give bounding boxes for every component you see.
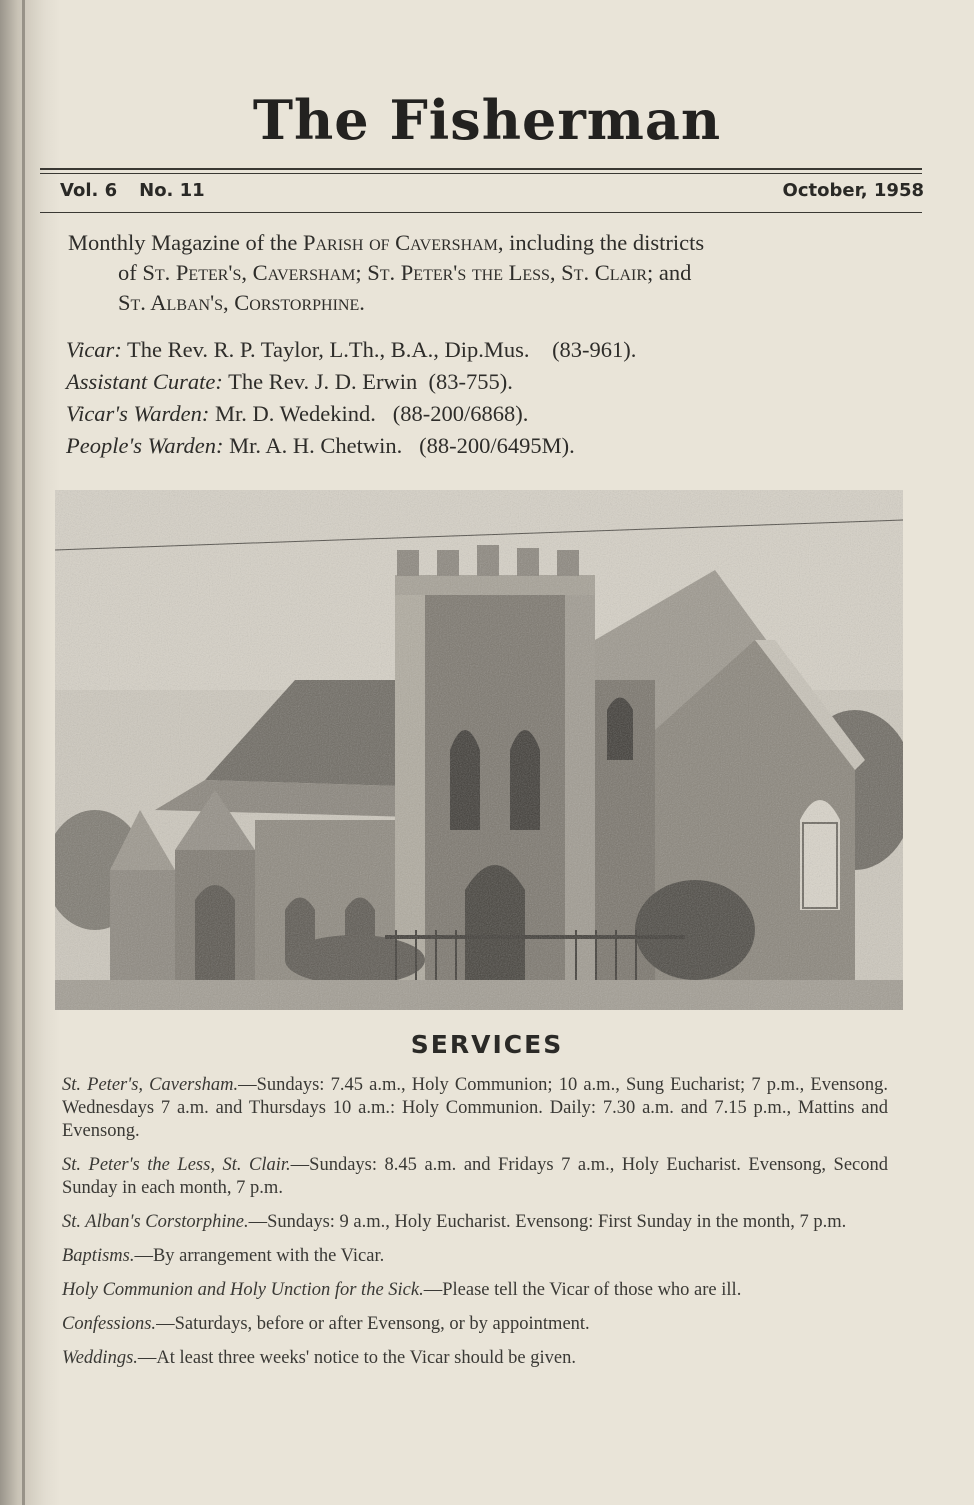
staff-person: Mr. D. Wedekind.	[209, 401, 376, 426]
service-item	[62, 1279, 888, 1302]
service-details: —Sundays: 9 a.m., Holy Eucharist. Evensong: First Sunday in the month, 7 p.m.	[248, 1212, 847, 1232]
staff-role: Assistant Curate:	[66, 369, 223, 394]
staff-phone: (83-961).	[552, 337, 637, 362]
staff-role: People's Warden:	[66, 433, 224, 458]
intro-text: .	[359, 290, 365, 315]
services-list	[62, 1074, 888, 1381]
service-item	[62, 1154, 888, 1200]
service-details: —Sundays: 8.45 a.m. and Fridays 7 a.m., Holy Eucharist. Evensong, Second Sunday in each month, 7 p.m.	[62, 1155, 888, 1198]
church-illustration	[55, 490, 903, 1010]
staff-phone: (88-200/6868).	[392, 401, 529, 426]
intro-text: of	[118, 260, 143, 285]
page-binding-shadow	[0, 0, 60, 1505]
staff-row-vicars-warden	[66, 398, 916, 430]
service-name: St. Peter's, Caversham.	[62, 1075, 239, 1095]
masthead-rule-top	[40, 168, 922, 170]
staff-person: Mr. A. H. Chetwin.	[223, 433, 403, 458]
staff-phone: (83-755).	[428, 369, 513, 394]
service-item	[62, 1313, 888, 1336]
service-name: Weddings.	[62, 1348, 138, 1368]
service-details: —Sundays: 7.45 a.m., Holy Communion; 10 a.m., Sung Eucharist; 7 p.m., Evensong. Wednesdays 7 a.m. and Thursdays 10 a.m.: Holy Communion. Daily: 7.30 a.m. and 7.15 p.m., Mattins and Evensong.	[62, 1075, 888, 1141]
district-name: St. Peter's, Caversham	[142, 260, 356, 285]
staff-person: The Rev. R. P. Taylor, L.Th., B.A., Dip.Mus.	[121, 337, 530, 362]
number-label: No. 11	[139, 180, 205, 201]
intro-text: ;	[355, 260, 368, 285]
district-name: St. Peter's the Less, St. Clair	[367, 260, 648, 285]
issue-rule-bottom	[40, 212, 922, 213]
church-photograph	[55, 490, 903, 1010]
parish-name: Parish of Caversham	[302, 230, 498, 255]
service-details: —At least three weeks' notice to the Vicar should be given.	[137, 1348, 576, 1368]
binding-edge	[22, 0, 25, 1505]
service-name: Holy Communion and Holy Unction for the Sick.	[62, 1280, 424, 1300]
parish-staff-list	[66, 334, 916, 462]
staff-row-vicar	[66, 334, 916, 366]
staff-phone: (88-200/6495M).	[419, 433, 575, 458]
staff-row-curate	[66, 366, 916, 398]
service-details: —Please tell the Vicar of those who are ill.	[423, 1280, 742, 1300]
masthead-rule-top-thin	[40, 173, 922, 174]
issue-date: October, 1958	[782, 180, 924, 201]
service-details: —Saturdays, before or after Evensong, or by appointment.	[156, 1314, 590, 1334]
intro-text: , including the districts	[497, 230, 705, 255]
service-name: Confessions.	[62, 1314, 157, 1334]
service-name: St. Alban's Corstorphine.	[62, 1212, 249, 1232]
volume-label: Vol. 6	[60, 180, 118, 201]
service-item	[62, 1074, 888, 1143]
service-name: St. Peter's the Less, St. Clair.	[62, 1155, 291, 1175]
magazine-masthead: The Fisherman	[252, 88, 722, 152]
staff-person: The Rev. J. D. Erwin	[222, 369, 418, 394]
intro-districts	[68, 258, 898, 318]
intro-text: ; and	[647, 260, 692, 285]
service-item	[62, 1347, 888, 1370]
service-details: —By arrangement with the Vicar.	[134, 1246, 385, 1266]
staff-row-peoples-warden	[66, 430, 916, 462]
issue-volume-number	[60, 180, 205, 201]
service-item	[62, 1245, 888, 1268]
staff-role: Vicar's Warden:	[66, 401, 210, 426]
staff-role: Vicar:	[66, 337, 122, 362]
service-name: Baptisms.	[62, 1246, 135, 1266]
issue-line	[60, 180, 924, 201]
district-name: St. Alban's, Corstorphine	[118, 290, 360, 315]
services-heading: SERVICES	[410, 1030, 564, 1059]
service-item	[62, 1211, 888, 1234]
magazine-description	[68, 228, 898, 318]
intro-text: Monthly Magazine of the	[68, 230, 303, 255]
